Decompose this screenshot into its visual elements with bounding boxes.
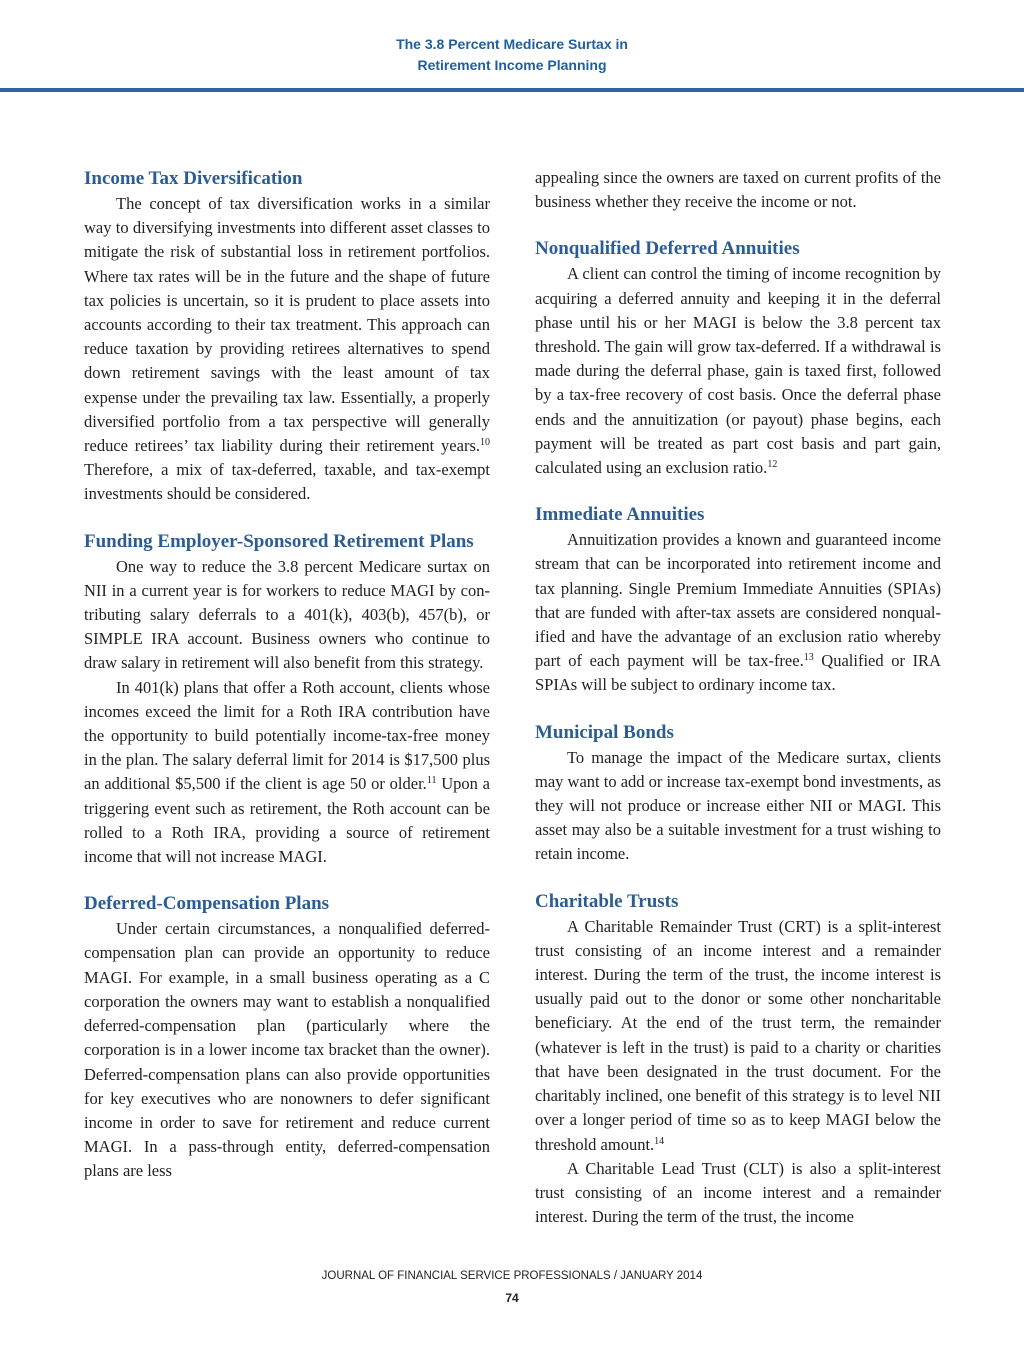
text: The concept of tax diversification works in a similar way to diversifying investments into different asset classes to mitigate the risk of substantial loss in retirement portfolios. Where tax rates will be in the future and the shape of future tax policies is uncertain, so it is prudent to place assets into accounts according to their tax treatment. This approach can reduce taxation by providing retirees alternatives to spend down retirement savings with the least amount of tax expense under the prevailing tax law. Essentially, a properly diversified portfolio from a tax perspective will generally reduce retirees’ tax liability during their retirement years. (84, 194, 490, 456)
paragraph (535, 262, 941, 480)
paragraph (84, 676, 490, 870)
section-title-charitable-trusts: Charitable Trusts (535, 890, 679, 912)
section-title-deferred-compensation: Deferred-Compensation Plans (84, 893, 330, 915)
paragraph: A Charitable Lead Trust (CLT) is also a split-interest trust consisting of an income interest and a remainder interest. During the term of the trust, the income (535, 1158, 941, 1227)
section-title-municipal-bonds: Municipal Bonds (535, 721, 674, 743)
text: A client can control the timing of income recognition by acquiring a deferred annuity and keeping it in the deferral phase until his or her MAGI is below the 3.8 percent tax threshold. The gain will grow tax-deferred. If a withdrawal is made during the deferral phase, gain is taxed first, followed by a tax-free recovery of cost basis. Once the deferral phase ends and the annuitization (or payout) phase begins, each payment will be treated as part cost basis and part gain, calculated using an exclusion ratio. (535, 264, 941, 478)
footnote-ref: 12 (767, 459, 778, 471)
paragraph: Under certain circumstances, a nonqualified deferred-compensation plan can provide an opportunity to reduce MAGI. For example, in a small business operating as a C corporation the owners may want to establish a nonqualified deferred-compensation plan (particularly where the corporation is in a lower income tax bracket than the owner). Deferred-compensation plans can also provide opportunities for key executives who are nonowners to defer significant income in order to save for retirement and reduce current MAGI. In a pass-through entity, deferred-compensation plans are less (84, 919, 490, 1181)
footnote-ref: 14 (654, 1135, 665, 1147)
right-column (535, 166, 941, 1229)
text: Upon a triggering event such as retirement, the Roth account can be rolled to a Roth IRA, providing a source of retirement income that will not increase MAGI. (84, 774, 490, 867)
paragraph (535, 915, 941, 1157)
paragraph: One way to reduce the 3.8 percent Medicare surtax on NII in a current year is for workers to reduce MAGI by contributing salary deferrals to a 401(k), 403(b), 457(b), or SIMPLE IRA account. Business owners who continue to draw salary in retirement will also benefit from this strategy. (84, 556, 490, 673)
left-column (84, 166, 490, 1184)
page-number: 74 (505, 1291, 519, 1305)
paragraph-continued: appealing since the owners are taxed on current profits of the business whether they receive the income or not. (535, 168, 941, 212)
footnote-ref: 13 (803, 652, 814, 664)
header-rule (0, 88, 1024, 92)
section-title-immediate-annuities: Immediate Annuities (535, 504, 705, 526)
header-line-1: The 3.8 Percent Medicare Surtax in (396, 36, 628, 52)
text: Therefore, a mix of tax-deferred, taxable, and tax-exempt investments should be considered. (84, 460, 490, 504)
text: A Charitable Remainder Trust (CRT) is a split-interest trust consisting of an income interest and a remainder interest. During the term of the trust, the income interest is usually paid out to the donor or some other noncharitable beneficiary. At the end of the trust term, the remainder (whatever is left in the trust) is paid to a charity or charities that have been designated in the trust document. For the charitably inclined, one benefit of this strategy is to level NII over a longer period of time so as to keep MAGI below the threshold amount. (535, 916, 941, 1154)
text: Qualified or IRA SPIAs will be subject to ordinary income tax. (535, 651, 941, 695)
paragraph (84, 192, 490, 507)
section-title-nonqualified-annuities: Nonqualified Deferred Annuities (535, 238, 800, 260)
section-title-income-tax-diversification: Income Tax Diversification (84, 168, 303, 189)
journal-footer: JOURNAL OF FINANCIAL SERVICE PROFESSIONALS / JANUARY 2014 (321, 1270, 703, 1282)
footnote-ref: 11 (426, 775, 437, 787)
text: Annuitization provides a known and guaranteed income stream that can be incorporated into retirement income and tax planning. Single Premium Immediate Annuities (SPIAs) that are funded with after-tax assets are considered nonqualified and have the advantage of an exclusion ratio whereby part of each payment will be tax-free. (535, 530, 941, 671)
paragraph: To manage the impact of the Medicare surtax, clients may want to add or increase tax-exempt bond investments, as they will not produce or increase either NII or MAGI. This asset may also be a suitable investment for a trust wishing to retain income. (535, 747, 941, 864)
section-title-funding-employer-plans: Funding Employer-Sponsored Retirement Plans (84, 530, 474, 552)
paragraph (535, 528, 941, 697)
running-header (0, 34, 1024, 76)
footnote-ref: 10 (480, 437, 490, 449)
text: In 401(k) plans that offer a Roth account, clients whose incomes exceed the limit for a Roth IRA contribution have the opportunity to build potentially income-tax-free money in the plan. The salary deferral limit for 2014 is $17,500 plus an additional $5,500 if the client is age 50 or older. (84, 677, 490, 794)
header-line-2: Retirement Income Planning (417, 57, 607, 73)
